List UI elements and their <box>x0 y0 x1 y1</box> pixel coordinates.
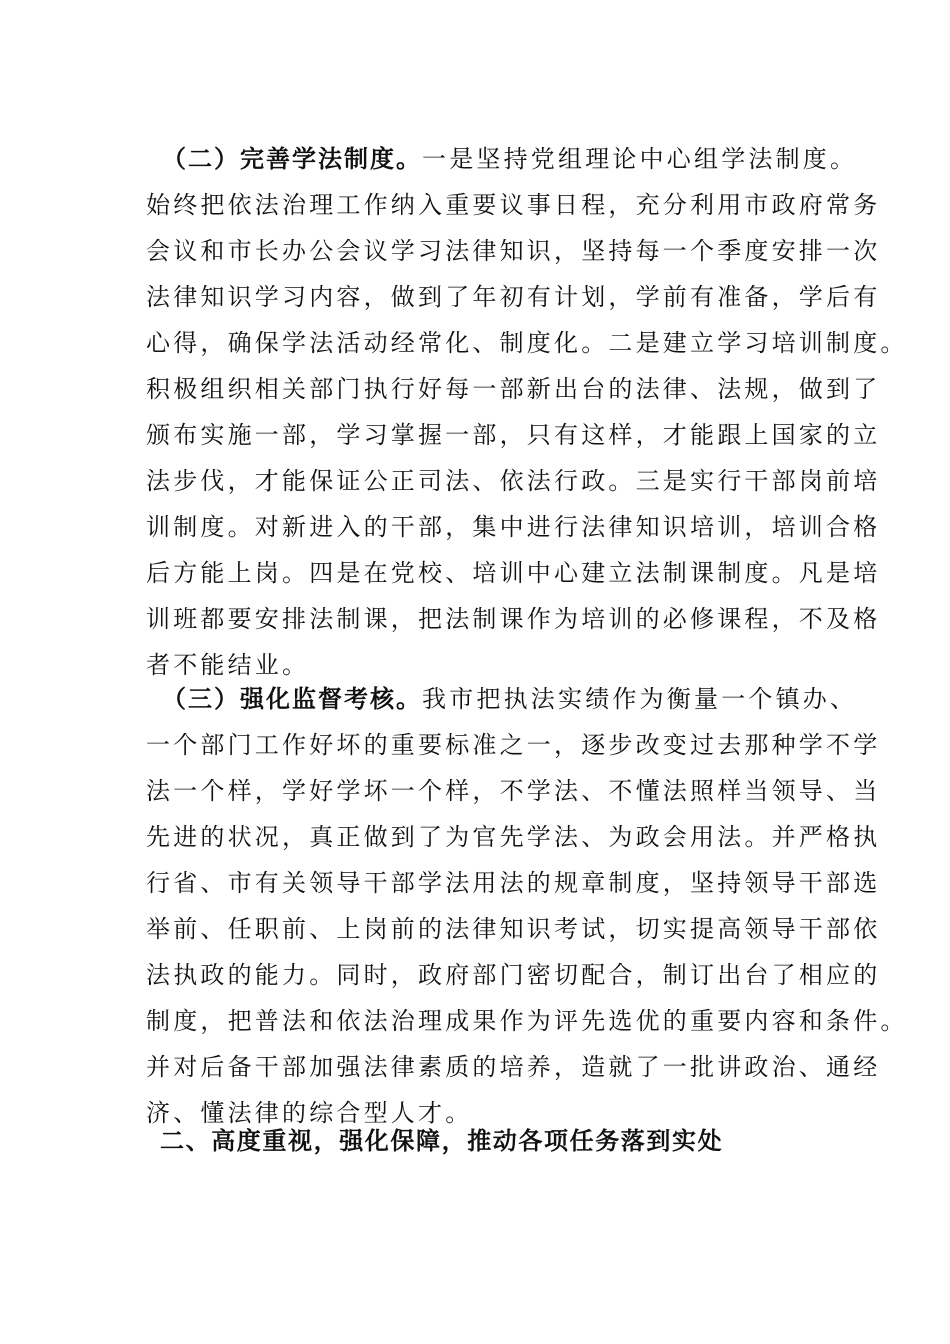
paragraph-strengthen-supervision <box>146 676 908 1136</box>
paragraph-line: 济、懂法律的综合型人才。 <box>146 1099 473 1127</box>
paragraph-line: 先进的状况，真正做到了为官先学法、为政会用法。并严格执 <box>146 823 881 851</box>
paragraph-line: 制度，把普法和依法治理成果作为评先选优的重要内容和条件。 <box>146 1007 908 1035</box>
paragraph-line: 一个部门工作好坏的重要标准之一，逐步改变过去那种学不学 <box>146 731 881 759</box>
paragraph-line: 始终把依法治理工作纳入重要议事日程，充分利用市政府常务 <box>146 191 881 219</box>
section-heading: 二、高度重视，强化保障，推动各项任务落到实处 <box>160 1127 724 1155</box>
paragraph-line-text: 一是坚持党组理论中心组学法制度。 <box>422 145 858 173</box>
paragraph-line-text: 我市把执法实绩作为衡量一个镇办、 <box>422 685 858 713</box>
paragraph-line: 法执政的能力。同时，政府部门密切配合，制订出台了相应的 <box>146 961 881 989</box>
paragraph-line: 积极组织相关部门执行好每一部新出台的法律、法规，做到了 <box>146 375 881 403</box>
paragraph-line: 行省、市有关领导干部学法用法的规章制度，坚持领导干部选 <box>146 869 881 897</box>
paragraph-line: 法律知识学习内容，做到了年初有计划，学前有准备，学后有 <box>146 283 881 311</box>
paragraph-improve-law-study-system <box>146 136 908 688</box>
paragraph-line: 并对后备干部加强法律素质的培养，造就了一批讲政治、通经 <box>146 1053 881 1081</box>
paragraph-lead-title: （三）强化监督考核。 <box>162 685 422 713</box>
paragraph-line: 后方能上岗。四是在党校、培训中心建立法制课制度。凡是培 <box>146 559 881 587</box>
paragraph-line <box>146 676 858 722</box>
paragraph-line: 颁布实施一部，学习掌握一部，只有这样，才能跟上国家的立 <box>146 421 881 449</box>
paragraph-line: 法一个样，学好学坏一个样，不学法、不懂法照样当领导、当 <box>146 777 881 805</box>
paragraph-line: 举前、任职前、上岗前的法律知识考试，切实提高领导干部依 <box>146 915 881 943</box>
paragraph-line: 心得，确保学法活动经常化、制度化。二是建立学习培训制度。 <box>146 329 908 357</box>
paragraph-line: 训班都要安排法制课，把法制课作为培训的必修课程，不及格 <box>146 605 881 633</box>
paragraph-line: 会议和市长办公会议学习法律知识，坚持每一个季度安排一次 <box>146 237 881 265</box>
paragraph-line <box>146 136 858 182</box>
paragraph-line: 者不能结业。 <box>146 651 310 679</box>
paragraph-line: 法步伐，才能保证公正司法、依法行政。三是实行干部岗前培 <box>146 467 881 495</box>
paragraph-lead-title: （二）完善学法制度。 <box>162 145 422 173</box>
paragraph-line: 训制度。对新进入的干部，集中进行法律知识培训，培训合格 <box>146 513 881 541</box>
